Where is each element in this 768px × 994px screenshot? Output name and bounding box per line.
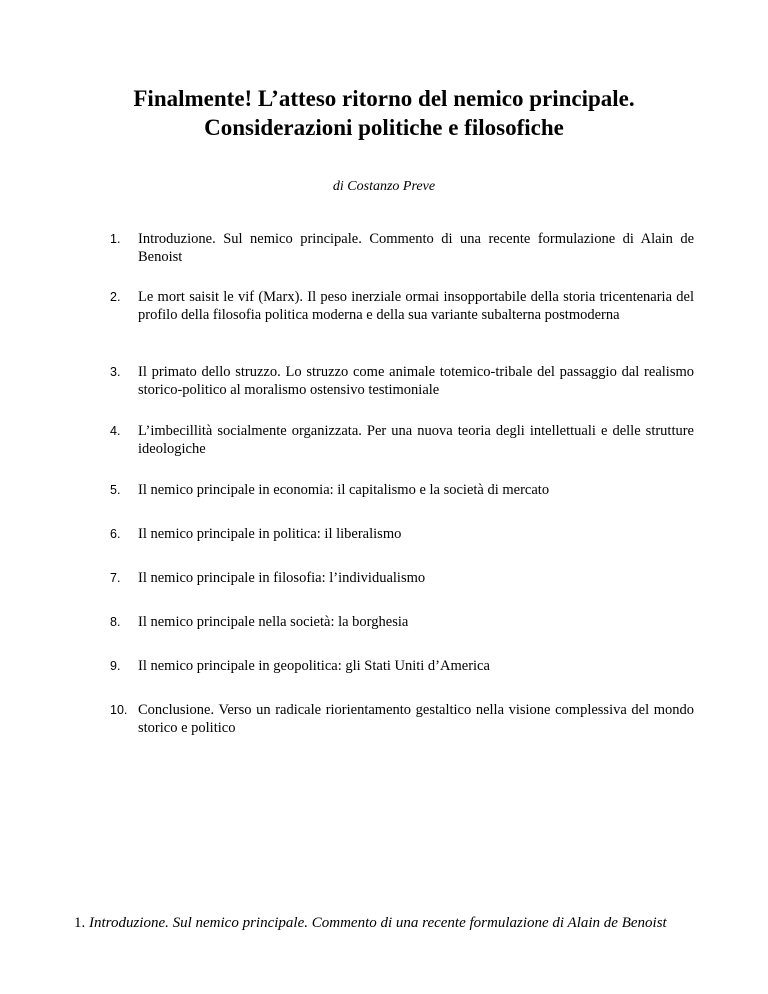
- toc-item: [110, 481, 694, 499]
- toc-item: [110, 422, 694, 458]
- title-line-2: Considerazioni politiche e filosofiche: [204, 115, 564, 140]
- toc-item-number: 7.: [110, 571, 121, 585]
- toc-item: [110, 569, 694, 587]
- document-title: [0, 84, 768, 142]
- author-byline: di Costanzo Preve: [332, 179, 436, 194]
- toc-item-text: Introduzione. Sul nemico principale. Commento di una recente formulazione di Alain de Benoist: [138, 231, 694, 265]
- toc-item-text: Le mort saisit le vif (Marx). Il peso inerziale ormai insopportabile della storia tricentenaria del profilo della filosofia politica moderna e della sua variante subalterna postmoderna: [138, 289, 694, 323]
- toc-item-number: 6.: [110, 527, 121, 541]
- title-line-1: Finalmente! L’atteso ritorno del nemico principale.: [133, 86, 635, 111]
- toc-item-text: Il nemico principale in economia: il capitalismo e la società di mercato: [138, 482, 550, 498]
- toc-item-number: 5.: [110, 483, 121, 497]
- toc-item: [110, 613, 694, 631]
- toc-item-text: Il nemico principale in geopolitica: gli Stati Uniti d’America: [138, 658, 490, 674]
- toc-item-text: L’imbecillità socialmente organizzata. Per una nuova teoria degli intellettuali e delle strutture ideologiche: [138, 423, 694, 457]
- section-number: 1.: [74, 915, 86, 931]
- toc-item: [110, 230, 694, 266]
- section-heading: [74, 914, 694, 933]
- toc-item: [110, 701, 694, 737]
- toc-item-text: Il nemico principale in politica: il liberalismo: [138, 526, 402, 542]
- toc-item-text: Il nemico principale in filosofia: l’individualismo: [138, 570, 426, 586]
- toc-item: [110, 288, 694, 324]
- toc-item-number: 10.: [110, 703, 128, 717]
- toc-item-number: 4.: [110, 424, 121, 438]
- toc-item-number: 2.: [110, 290, 121, 304]
- toc-item: [110, 657, 694, 675]
- toc-item-text: Il primato dello struzzo. Lo struzzo come animale totemico-tribale del passaggio dal realismo storico-politico al moralismo ostensivo testimoniale: [138, 364, 694, 398]
- toc-item-number: 1.: [110, 232, 121, 246]
- toc-item: [110, 525, 694, 543]
- toc-item-number: 8.: [110, 615, 121, 629]
- toc-item: [110, 363, 694, 399]
- toc-item-number: 3.: [110, 365, 121, 379]
- toc-item-number: 9.: [110, 659, 121, 673]
- toc-item-text: Conclusione. Verso un radicale riorientamento gestaltico nella visione complessiva del mondo storico e politico: [138, 702, 694, 736]
- section-title: Introduzione. Sul nemico principale. Commento di una recente formulazione di Alain de Benoist: [89, 915, 667, 931]
- toc-item-text: Il nemico principale nella società: la borghesia: [138, 614, 409, 630]
